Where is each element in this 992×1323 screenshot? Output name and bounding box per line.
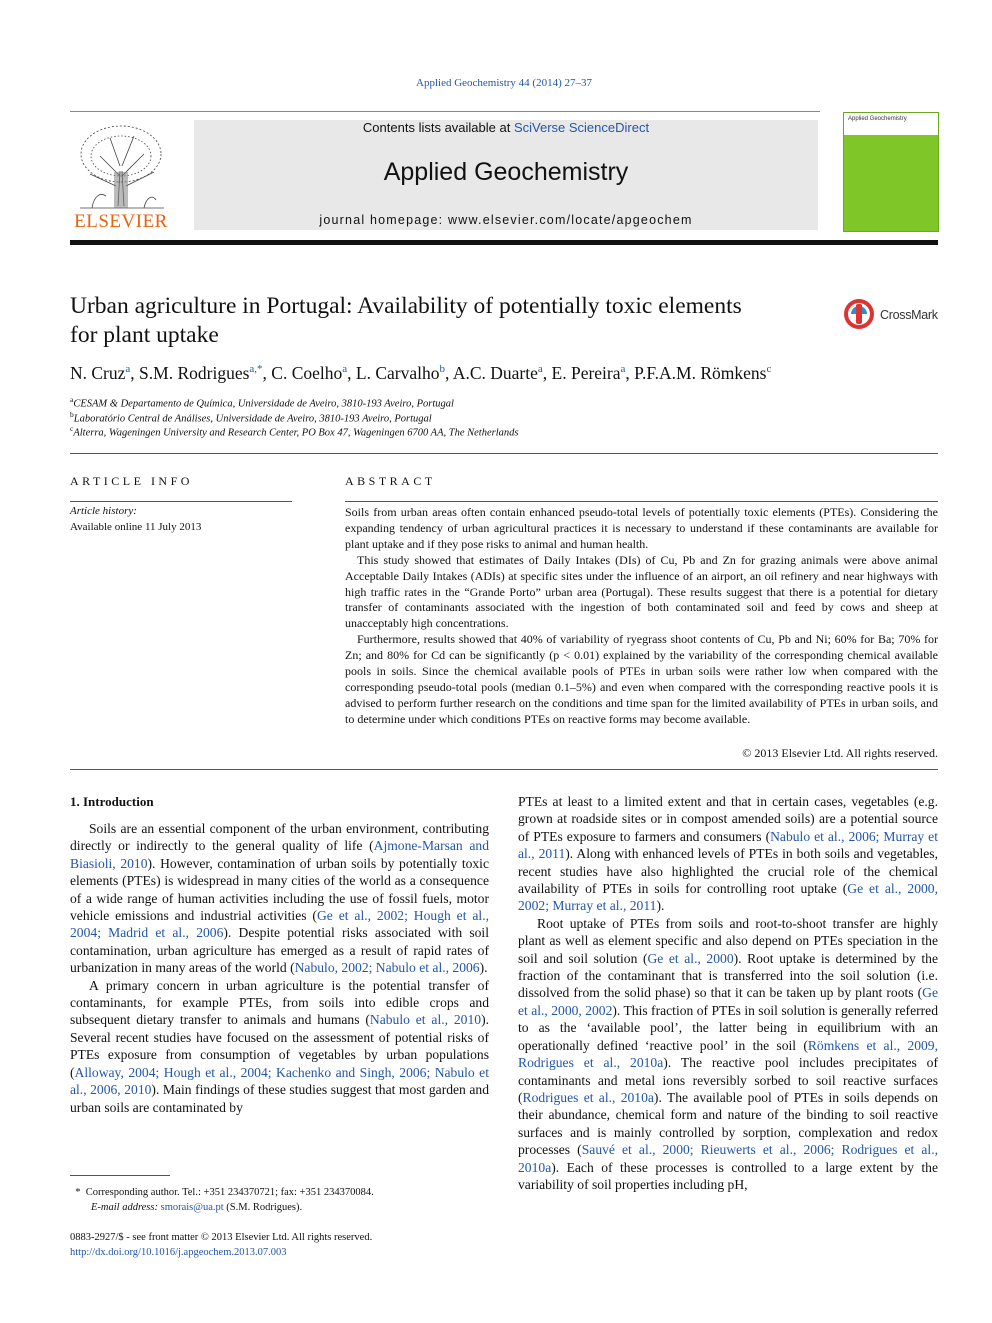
body-text: A primary concern in urban agriculture is the potential transfer of contaminants, for example PTEs, from soils into edible crops and subsequent dietary transfer to animals and humans ( xyxy=(70,977,489,1028)
abstract-heading: ABSTRACT xyxy=(345,474,436,488)
author-affil-sup[interactable]: a,* xyxy=(249,363,263,376)
crossmark-label[interactable]: CrossMark xyxy=(880,308,938,322)
footnote-star: * xyxy=(75,1187,81,1198)
article-info-heading: ARTICLE INFO xyxy=(70,474,193,488)
contents-prefix: Contents lists available at xyxy=(362,120,514,135)
affiliation-sup: c xyxy=(70,424,74,433)
body-paragraph xyxy=(70,977,489,1116)
affiliation-text: Alterra, Wageningen University and Research Center, PO Box 47, Wageningen 6700 AA, The Netherlands xyxy=(73,427,519,439)
section-rule xyxy=(70,769,938,770)
body-text: ). Despite potential risks associated with soil contamination, urban agriculture has emerged as a result of rapid rates of urbanization in many areas of the world ( xyxy=(70,925,489,976)
body-text: ). The available pool of PTEs in soils depends on their abundance, chemical form and nature of the binding to soil reactive surfaces and is mainly controlled by sorption, complexation and redox processes ( xyxy=(518,1089,938,1158)
email-suffix: (S.M. Rodrigues). xyxy=(223,1202,303,1213)
header-thick-rule xyxy=(70,240,938,245)
body-text: ). Along with enhanced levels of PTEs in both soils and vegetables, recent studies have also highlighted the crucial role of the chemical availability of PTEs in soils for controlling root uptake ( xyxy=(518,846,938,897)
footnote-corresponding: Corresponding author. Tel.: +351 234370721; fax: +351 234370084. xyxy=(85,1187,374,1198)
body-text: ). xyxy=(656,898,665,914)
body-text: ). The reactive pool includes precipitates of contaminants and metal ions reversibly sorbed to soil reactive surfaces ( xyxy=(518,1055,938,1105)
email-link[interactable]: smorais@ua.pt xyxy=(160,1202,224,1213)
citation-link[interactable]: Rodrigues et al., 2010a xyxy=(522,1089,654,1105)
body-paragraph xyxy=(70,820,489,977)
corresponding-author-footnote xyxy=(70,1185,374,1215)
issn-line: 0883-2927/$ - see front matter © 2013 Elsevier Ltd. All rights reserved. xyxy=(70,1232,373,1243)
author-list: N. Cruz$^a$, S.M. Rodrigues$^{a,*}$, C. Coelho$^a$, L. Carvalho$^b$, A.C. Duarte$^a$, E. Pereira$^a$, P.F.A.M. Römkens$^c$ xyxy=(70,363,772,383)
body-text: Root uptake of PTEs from soils and root-to-shoot transfer are highly plant as well as element specific and also depend on PTEs speciation in the soil and soil solution ( xyxy=(518,915,938,966)
issn-doi-block xyxy=(70,1230,372,1260)
affiliation-c xyxy=(70,424,518,439)
intro-heading: 1. Introduction xyxy=(70,794,154,809)
body-text: PTEs at least to a limited extent and that in certain cases, vegetables (e.g. grown at roadside sites or in compost amended soils) are a potential source of PTEs exposure to farmers and consumers ( xyxy=(518,794,938,844)
body-paragraph xyxy=(518,915,938,1194)
elsevier-wordmark: ELSEVIER xyxy=(74,211,168,232)
author-name[interactable]: N. Cruz xyxy=(70,363,126,383)
body-text: ). However, contamination of urban soils by potentially toxic elements (PTEs) is widespread in many cities of the world as a consequence of a wide range of human activities including the use of fossil fuels, motor vehicle emissions and industrial activities ( xyxy=(70,855,489,924)
affiliation-b xyxy=(70,410,432,425)
contents-line xyxy=(194,120,818,135)
homepage-prefix: journal homepage: xyxy=(319,213,449,227)
abstract-paragraph: This study showed that estimates of Daily Intakes (DIs) of Cu, Pb and Zn for grazing animals were above animal Acceptable Daily Intakes (ADIs) at specific sites under the influence of an airport, an oil refinery and near highways with high traffic rates in the “Grande Porto” urban area (Portugal). These results suggest that there is a potential for dietary transfer of contaminants associated with the ingestion of both contaminated soil and feed by cows and sheep at unacceptably high concentrations. xyxy=(345,552,938,631)
citation-link[interactable]: Ge et al., 2000, 2002 xyxy=(518,985,938,1018)
author-affil-sup[interactable]: c xyxy=(766,363,772,376)
section-rule xyxy=(70,453,938,454)
body-text: Soils are an essential component of the urban environment, contributing directly or indirectly to the general quality of life ( xyxy=(70,821,489,854)
body-text: ). Root uptake is determined by the fraction of the contaminant that is transferred into the soil solution (i.e. dissolved from the solid phase) so that it can be taken up by plant roots ( xyxy=(518,950,938,1001)
abstract-rule xyxy=(345,501,938,502)
body-text: ). Main findings of these studies suggest that most garden and urban soils are contaminated by xyxy=(70,1082,489,1115)
body-column-right xyxy=(518,793,938,1193)
citation-link[interactable]: Nabulo et al., 2010 xyxy=(369,1012,482,1028)
author-affil-sup[interactable]: a xyxy=(342,363,348,376)
citation-link[interactable]: Ge et al., 2000, 2002; Murray et al., 2011 xyxy=(518,881,938,914)
citation-link[interactable]: Ge et al., 2000 xyxy=(647,950,734,966)
journal-cover-thumbnail[interactable] xyxy=(843,112,939,232)
author-affil-sup[interactable]: a xyxy=(620,363,626,376)
citation-link[interactable]: Sauvé et al., 2000; Rieuwerts et al., 2006; Rodrigues et al., 2010a xyxy=(518,1142,938,1175)
citation-link[interactable]: Römkens et al., 2009, Rodrigues et al., 2010a xyxy=(518,1037,938,1071)
body-text: ). Each of these processes is controlled to a large extent by the variability of soil properties including pH, xyxy=(518,1159,938,1192)
footnote-rule xyxy=(70,1175,170,1176)
author-name[interactable]: P.F.A.M. Römkens xyxy=(634,363,767,383)
citation-link[interactable]: Nabulo, 2002; Nabulo et al., 2006 xyxy=(294,960,480,976)
body-text: ). This fraction of PTEs in soil solution is generally referred to as the ‘available pool’, the latter being in equilibrium with an operationally defined ‘reactive pool’ in the soil ( xyxy=(518,1002,939,1053)
author-name[interactable]: S.M. Rodrigues xyxy=(139,363,250,383)
article-history-label: Article history: xyxy=(70,505,137,517)
abstract-paragraph: Soils from urban areas often contain enhanced pseudo-total levels of potentially toxic elements (PTEs). Considering the expanding tendency of urban agricultural practices it is necessary to understand if these contaminants are available for plant uptake and if they pose risks to animal and human health. xyxy=(345,505,938,551)
article-info-rule xyxy=(70,501,292,502)
article-title xyxy=(70,292,830,350)
citation-link[interactable]: Nabulo et al., 2006; Murray et al., 2011 xyxy=(518,828,938,862)
citation-link[interactable]: Ge et al., 2002; Hough et al., 2004; Madrid et al., 2006 xyxy=(70,908,489,941)
journal-reference-link[interactable]: Applied Geochemistry 44 (2014) 27–37 xyxy=(416,77,592,89)
affiliation-text: CESAM & Departamento de Química, Universidade de Aveiro, 3810-193 Aveiro, Portugal xyxy=(73,398,454,410)
abstract-copyright: © 2013 Elsevier Ltd. All rights reserved. xyxy=(742,746,938,760)
body-text: ). xyxy=(479,960,488,976)
header-rule xyxy=(70,111,820,112)
affiliation-sup: a xyxy=(70,395,74,404)
sciencedirect-link[interactable]: SciVerse ScienceDirect xyxy=(513,120,650,135)
citation-link[interactable]: Ajmone-Marsan and Biasioli, 2010 xyxy=(70,838,489,871)
body-paragraph xyxy=(518,793,938,915)
abstract-body xyxy=(345,505,938,728)
affiliation-text: Laboratório Central de Análises, Universidade de Aveiro, 3810-193 Aveiro, Portugal xyxy=(73,413,432,425)
homepage-line xyxy=(194,213,818,227)
body-column-left xyxy=(70,820,489,1116)
body-text: ). Several recent studies have focused on the assessment of potential risks of PTEs exposure from consumption of vegetables by urban populations ( xyxy=(70,1012,489,1080)
cover-title: Applied Geochemistry xyxy=(848,116,907,122)
article-title-line1: Urban agriculture in Portugal: Availability of potentially toxic elements xyxy=(70,293,742,319)
doi-link[interactable]: http://dx.doi.org/10.1016/j.apgeochem.2013.07.003 xyxy=(70,1247,287,1258)
abstract-paragraph: Furthermore, results showed that 40% of variability of ryegrass shoot contents of Cu, Pb and Ni; 60% for Ba; 70% for Zn; and 80% for Cd can be significantly (p < 0.01) explained by the variability of the corresponding chemical available pools in soils. Since the chemical available pools of PTEs in urban soils were rather low when compared with the corresponding pseudo-total pools (median 0.1–5%) and even when compared with the corresponding reactive pools it is advised to perform further research on the conditions and time span for the limited availability of PTEs in urban soils, and to determine under which conditions PTEs on reactive forms may become available. xyxy=(345,632,938,726)
footnote-email-line xyxy=(70,1200,374,1215)
author-affil-sup[interactable]: b xyxy=(439,363,446,376)
journal-title: Applied Geochemistry xyxy=(383,158,629,186)
citation-link[interactable]: Alloway, 2004; Hough et al., 2004; Kachenko and Singh, 2006; Nabulo et al., 2006, 2010 xyxy=(70,1064,489,1098)
email-label: E-mail address: xyxy=(91,1202,158,1213)
author-name[interactable]: A.C. Duarte xyxy=(452,363,538,383)
author-name[interactable]: C. Coelho xyxy=(271,363,343,383)
author-name[interactable]: L. Carvalho xyxy=(355,363,440,383)
affiliation-a xyxy=(70,395,454,410)
footnote-line xyxy=(70,1185,374,1200)
homepage-url-link[interactable]: www.elsevier.com/locate/apgeochem xyxy=(448,213,693,227)
author-name[interactable]: E. Pereira xyxy=(551,363,621,383)
author-affil-sup[interactable]: a xyxy=(125,363,131,376)
crossmark-icon[interactable] xyxy=(843,298,875,330)
affiliation-sup: b xyxy=(70,410,74,419)
author-affil-sup[interactable]: a xyxy=(537,363,543,376)
article-title-line2: for plant uptake xyxy=(70,322,219,348)
article-history-value: Available online 11 July 2013 xyxy=(70,521,202,533)
